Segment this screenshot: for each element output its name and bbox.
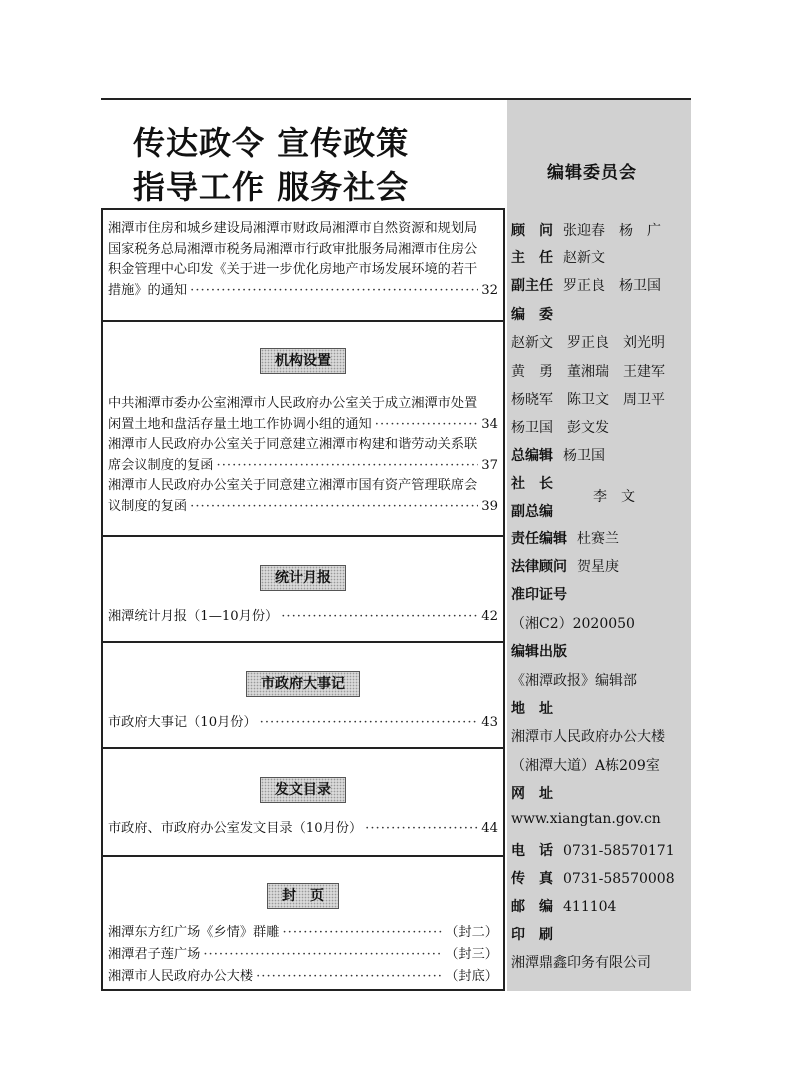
editorial-board-row — [511, 528, 619, 548]
entry-line: 中共湘潭市委办公室湘潭市人民政府办公室关于成立湘潭市处置 — [108, 396, 478, 411]
section-heading: 机构设置 — [260, 348, 346, 374]
editorial-board-row — [511, 868, 675, 888]
editorial-board-row — [511, 445, 605, 465]
leader-line — [108, 281, 498, 302]
editorial-board-row — [511, 361, 665, 381]
board-role-value: 湘潭市人民政府办公大楼 — [511, 729, 665, 745]
board-role-value: （湘C2）2020050 — [511, 616, 635, 632]
board-role-value: 411104 — [563, 899, 617, 915]
leader-line — [108, 819, 498, 840]
toc-entry[interactable] — [108, 476, 498, 517]
board-role-value: 张迎春 杨 广 — [563, 223, 661, 239]
shared-editor-name: 李 文 — [593, 489, 635, 505]
board-role-label: 准印证号 — [511, 587, 567, 603]
board-role-label: 邮 编 — [511, 899, 553, 915]
entry-title-end: 湘潭东方红广场《乡情》群雕 — [108, 925, 280, 940]
board-role-value: 罗正良 杨卫国 — [563, 278, 661, 294]
board-role-label: 顾 问 — [511, 223, 553, 239]
editorial-board-row — [511, 247, 605, 267]
leader-line — [108, 945, 498, 966]
page-number: （封底） — [445, 969, 498, 984]
board-role-label: 副总编 — [511, 504, 553, 520]
editorial-board-row — [511, 783, 553, 803]
board-role-label: 社 长 — [511, 476, 553, 492]
leader-dots — [365, 819, 478, 840]
board-role-label: 地 址 — [511, 701, 553, 717]
board-role-value: www.xiangtan.gov.cn — [511, 811, 661, 827]
section-heading: 统计月报 — [260, 565, 346, 591]
board-role-label: 总编辑 — [511, 448, 553, 464]
page-number: 34 — [481, 416, 498, 432]
board-role-value: 贺星庚 — [577, 559, 619, 575]
page-number: 42 — [481, 609, 498, 624]
board-role-label: 责任编辑 — [511, 531, 567, 547]
board-role-value: 《湘潭政报》编辑部 — [511, 673, 637, 689]
toc-entry[interactable] — [108, 219, 498, 301]
toc-entry[interactable] — [108, 945, 498, 966]
editorial-board-row — [511, 811, 661, 827]
leader-line — [108, 967, 498, 988]
toc-entry[interactable] — [108, 394, 498, 435]
editorial-board-row — [511, 556, 619, 576]
page-number: （封二） — [445, 925, 498, 940]
board-role-label: 编辑出版 — [511, 644, 567, 660]
editorial-board-row — [511, 952, 651, 972]
toc-entry[interactable] — [108, 819, 498, 840]
entry-line: 积金管理中心印发《关于进一步优化房地产市场发展环境的若干 — [108, 262, 478, 277]
entry-line: 国家税务总局湘潭市税务局湘潭市行政审批服务局湘潭市住房公 — [108, 241, 478, 257]
board-role-label: 电 话 — [511, 843, 553, 859]
editorial-board-row — [511, 220, 661, 240]
board-role-value: 赵新文 — [563, 250, 605, 266]
leader-dots — [375, 415, 478, 436]
entry-title-end: 湘潭市人民政府办公大楼 — [108, 969, 254, 984]
leader-line — [108, 607, 498, 628]
editorial-board-row — [511, 896, 616, 916]
page-number: 39 — [481, 498, 498, 514]
section-heading: 市政府大事记 — [246, 671, 360, 697]
toc-entry[interactable] — [108, 967, 498, 988]
leader-dots — [256, 967, 442, 988]
leader-dots — [203, 945, 442, 966]
board-role-value: 0731-58570008 — [563, 871, 675, 887]
slogan-line-2: 指导工作 服务社会 — [133, 168, 410, 206]
editorial-board-row — [511, 613, 635, 633]
board-role-label: 印 刷 — [511, 927, 553, 943]
board-role-value: 杨卫国 — [563, 448, 605, 464]
editorial-board-row — [511, 670, 637, 690]
toc-section-events — [101, 641, 505, 749]
board-role-label: 编 委 — [511, 307, 553, 323]
board-role-label: 法律顾问 — [511, 559, 567, 575]
toc-section-institutions — [101, 320, 505, 537]
entry-title-end: 闲置土地和盘活存量土地工作协调小组的通知 — [108, 416, 372, 432]
toc-entry[interactable] — [108, 713, 498, 734]
board-role-label: 传 真 — [511, 871, 553, 887]
editorial-board-panel — [507, 100, 691, 991]
editorial-board-row — [511, 501, 553, 521]
toc-section-documents — [101, 747, 505, 857]
toc-entry[interactable] — [108, 923, 498, 944]
entry-title-end: 议制度的复函 — [108, 498, 188, 514]
editorial-board-row — [511, 840, 675, 860]
leader-dots — [190, 497, 478, 518]
page-number: （封三） — [445, 947, 498, 962]
toc-entry[interactable] — [108, 607, 498, 628]
page-number: 37 — [481, 457, 498, 473]
page-number: 32 — [481, 282, 498, 298]
leader-line — [108, 713, 498, 734]
entry-line: 湘潭市人民政府办公室关于同意建立湘潭市国有资产管理联席会 — [108, 478, 478, 493]
leader-line — [108, 497, 498, 518]
editorial-board-row — [511, 389, 665, 409]
editorial-board-title: 编辑委员会 — [547, 163, 637, 183]
entry-title-end: 席会议制度的复函 — [108, 457, 214, 473]
leader-line — [108, 415, 498, 436]
board-role-value: 赵新文 罗正良 刘光明 — [511, 335, 665, 351]
editorial-board-row — [511, 332, 665, 352]
editorial-board-row — [511, 584, 567, 604]
editorial-board-row — [511, 473, 553, 493]
board-role-label: 副主任 — [511, 278, 553, 294]
board-role-label: 主 任 — [511, 250, 553, 266]
page-number: 43 — [481, 715, 498, 730]
leader-line — [108, 456, 498, 477]
leader-dots — [190, 281, 478, 302]
toc-section-cover-pages — [101, 855, 505, 991]
editorial-board-row — [511, 726, 665, 746]
entry-title-end: 湘潭统计月报（1—10月份） — [108, 609, 279, 624]
board-role-value: 黄 勇 董湘瑞 王建军 — [511, 364, 665, 380]
slogan-line-1: 传达政令 宣传政策 — [133, 124, 410, 162]
board-role-value: 杨晓军 陈卫文 周卫平 — [511, 392, 665, 408]
toc-section-statistics — [101, 535, 505, 643]
board-role-label: 网 址 — [511, 786, 553, 802]
editorial-board-row — [511, 641, 567, 661]
entry-title-end: 湘潭君子莲广场 — [108, 947, 201, 962]
slogan-block — [101, 100, 505, 208]
editorial-board-row — [511, 924, 553, 944]
entry-line: 湘潭市住房和城乡建设局湘潭市财政局湘潭市自然资源和规划局 — [108, 221, 478, 236]
board-role-value: 杜赛兰 — [577, 531, 619, 547]
section-heading: 封 页 — [267, 883, 339, 909]
section-heading: 发文目录 — [260, 777, 346, 803]
toc-entry[interactable] — [108, 435, 498, 476]
board-role-value: 0731-58570171 — [563, 843, 675, 859]
entry-title-end: 市政府大事记（10月份） — [108, 715, 257, 730]
board-role-value: 湘潭鼎鑫印务有限公司 — [511, 955, 651, 971]
entry-title-end: 市政府、市政府办公室发文目录（10月份） — [108, 821, 363, 836]
leader-dots — [281, 607, 478, 628]
entry-title-end: 措施》的通知 — [108, 282, 188, 298]
editorial-board-row — [511, 304, 553, 324]
editorial-board-row — [511, 755, 660, 775]
editorial-board-row — [511, 698, 553, 718]
editorial-board-row — [511, 275, 661, 295]
editorial-board-row — [511, 417, 609, 437]
leader-dots — [282, 923, 442, 944]
board-role-value: （湘潭大道）A栋209室 — [511, 758, 660, 774]
leader-dots — [217, 456, 479, 477]
leader-dots — [260, 713, 479, 734]
toc-box-featured — [101, 208, 505, 322]
leader-line — [108, 923, 498, 944]
page-number: 44 — [481, 821, 498, 836]
board-role-value: 杨卫国 彭文发 — [511, 420, 609, 436]
entry-line: 湘潭市人民政府办公室关于同意建立湘潭市构建和谐劳动关系联 — [108, 437, 478, 452]
